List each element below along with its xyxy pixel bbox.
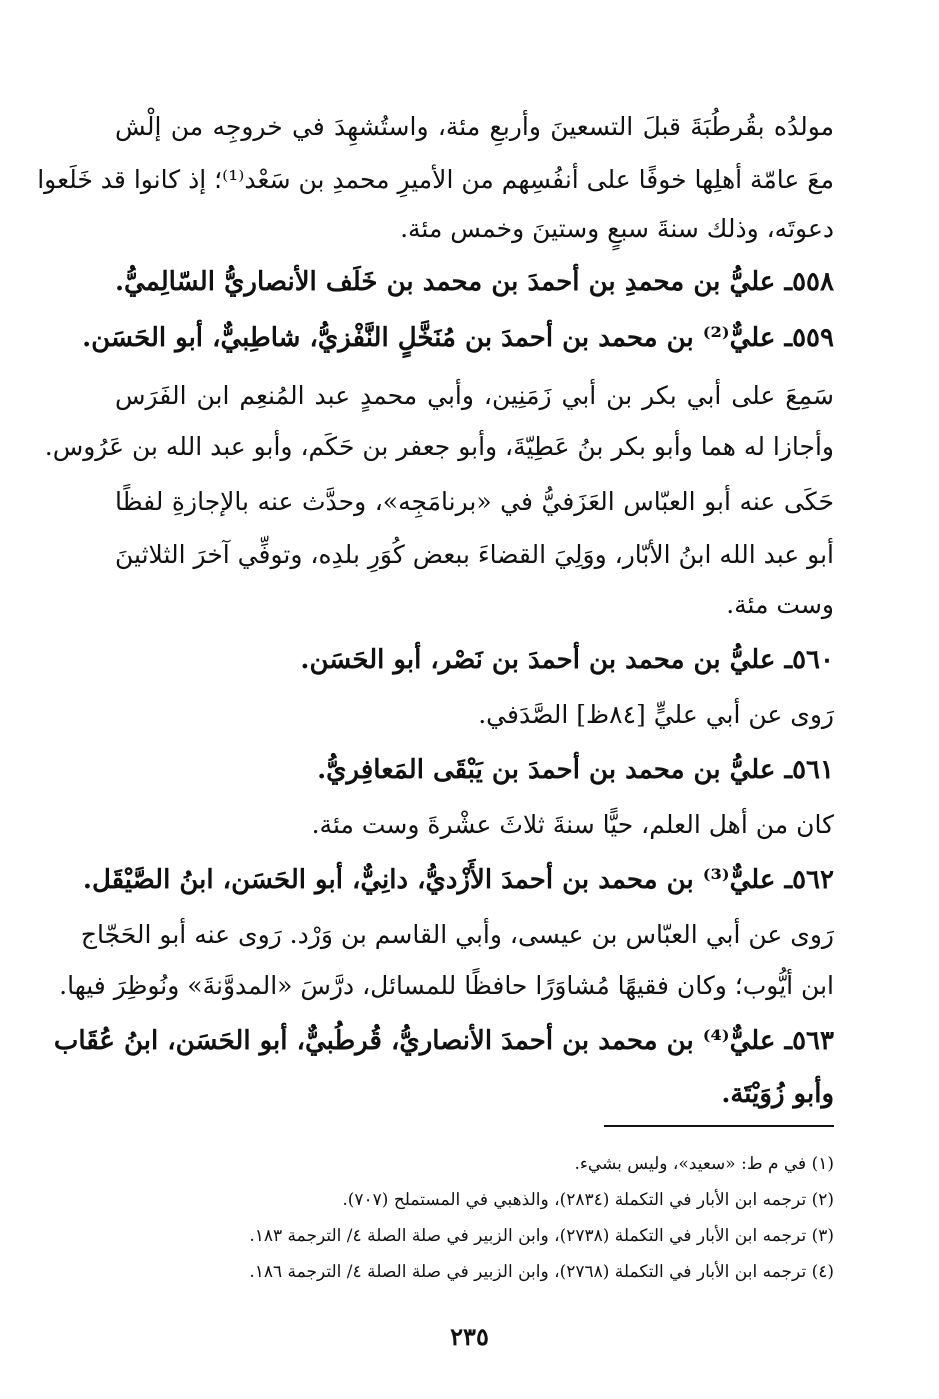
page-number: ٢٣٥	[450, 1322, 489, 1351]
body-line: رَوى عن أبي العبّاس بن عيسى، وأبي القاسم بن وَرْد. رَوى عنه أبو الحَجّاج	[80, 920, 834, 949]
entry-heading-559: ٥٥٩ـ عليٌّ⁽²⁾ بن محمد بن أحمدَ بن مُنَخَّلٍ النَّفْزيُّ، شاطِبيٌّ، أبو الحَسَن.	[82, 323, 834, 353]
entry-heading-561: ٥٦١ـ عليُّ بن محمد بن أحمدَ بن يَبْقَى المَعافِريُّ.	[317, 755, 834, 785]
footnote-3: (٣) ترجمه ابن الأبار في التكملة (٢٧٣٨)، وابن الزبير في صلة الصلة ٤/ الترجمة ١٨٣.	[249, 1226, 834, 1246]
body-line: حَكَى عنه أبو العبّاس العَزَفيُّ في «برنامَجِه»، وحدَّث عنه بالإجازةِ لفظًا	[115, 487, 834, 516]
body-line: ابن أيُّوب؛ وكان فقيهًا مُشاوَرًا حافظًا للمسائل، درَّسَ «المدوَّنةَ» ونُوظِرَ فيها.	[59, 971, 834, 1000]
footnote-2: (٢) ترجمه ابن الأبار في التكملة (٢٨٣٤)، والذهبي في المستملح (٧٠٧).	[342, 1190, 834, 1210]
body-line: وأجازا له هما وأبو بكر بنُ عَطِيّةَ، وأبو جعفر بن حَكَم، وأبو عبد الله بن عَرُوس.	[44, 432, 834, 461]
body-line: دعوتَه، وذلك سنةَ سبعٍ وستينَ وخمس مئة.	[400, 214, 834, 243]
body-line: رَوى عن أبي عليٍّ [٨٤ظ] الصَّدَفي.	[478, 700, 834, 729]
body-line: كان من أهل العلم، حيًّا سنةَ ثلاثَ عشْرةَ وست مئة.	[311, 810, 834, 839]
body-line: معَ عامّة أهلِها خوفًا على أنفُسِهم من الأميرِ محمدِ بن سَعْد⁽¹⁾؛ إذ كانوا قد خَلَعوا	[37, 165, 834, 194]
body-line: وأبو زُوَيْتَة.	[721, 1079, 834, 1109]
entry-heading-563: ٥٦٣ـ عليٌّ⁽⁴⁾ بن محمد بن أحمدَ الأنصاريُّ، قُرطُبيٌّ، أبو الحَسَن، ابنُ عُقَاب	[53, 1026, 834, 1056]
entry-heading-560: ٥٦٠ـ عليُّ بن محمد بن أحمدَ بن نَصْر، أبو الحَسَن.	[300, 645, 834, 675]
entry-heading-558: ٥٥٨ـ عليُّ بن محمدِ بن أحمدَ بن محمد بن خَلَف الأنصاريُّ السّالِميُّ.	[115, 267, 834, 297]
footnote-4: (٤) ترجمه ابن الأبار في التكملة (٢٧٦٨)، وابن الزبير في صلة الصلة ٤/ الترجمة ١٨٦.	[249, 1262, 834, 1282]
body-line: وست مئة.	[726, 590, 834, 619]
footnote-separator	[604, 1125, 834, 1127]
body-line: أبو عبد الله ابنُ الأبّار، ووَلِيَ القضاءَ ببعض كُوَرِ بلدِه، وتوفِّي آخرَ الثلاثينَ	[115, 540, 834, 569]
entry-heading-562: ٥٦٢ـ عليٌّ⁽³⁾ بن محمد بن أحمدَ الأَزْديُّ، دانِيٌّ، أبو الحَسَن، ابنُ الصَّيْقَل.	[82, 865, 834, 895]
body-line: مولدُه بقُرطُبَةَ قبلَ التسعينَ وأربعِ مئة، واستُشهِدَ في خروجِه من إلْش	[115, 112, 834, 141]
footnote-1: (١) في م ط: «سعيد»، وليس بشيء.	[574, 1154, 834, 1174]
body-line: سَمِعَ على أبي بكر بن أبي زَمَنِين، وأبي محمدٍ عبد المُنعِم ابن الفَرَس	[115, 381, 834, 410]
